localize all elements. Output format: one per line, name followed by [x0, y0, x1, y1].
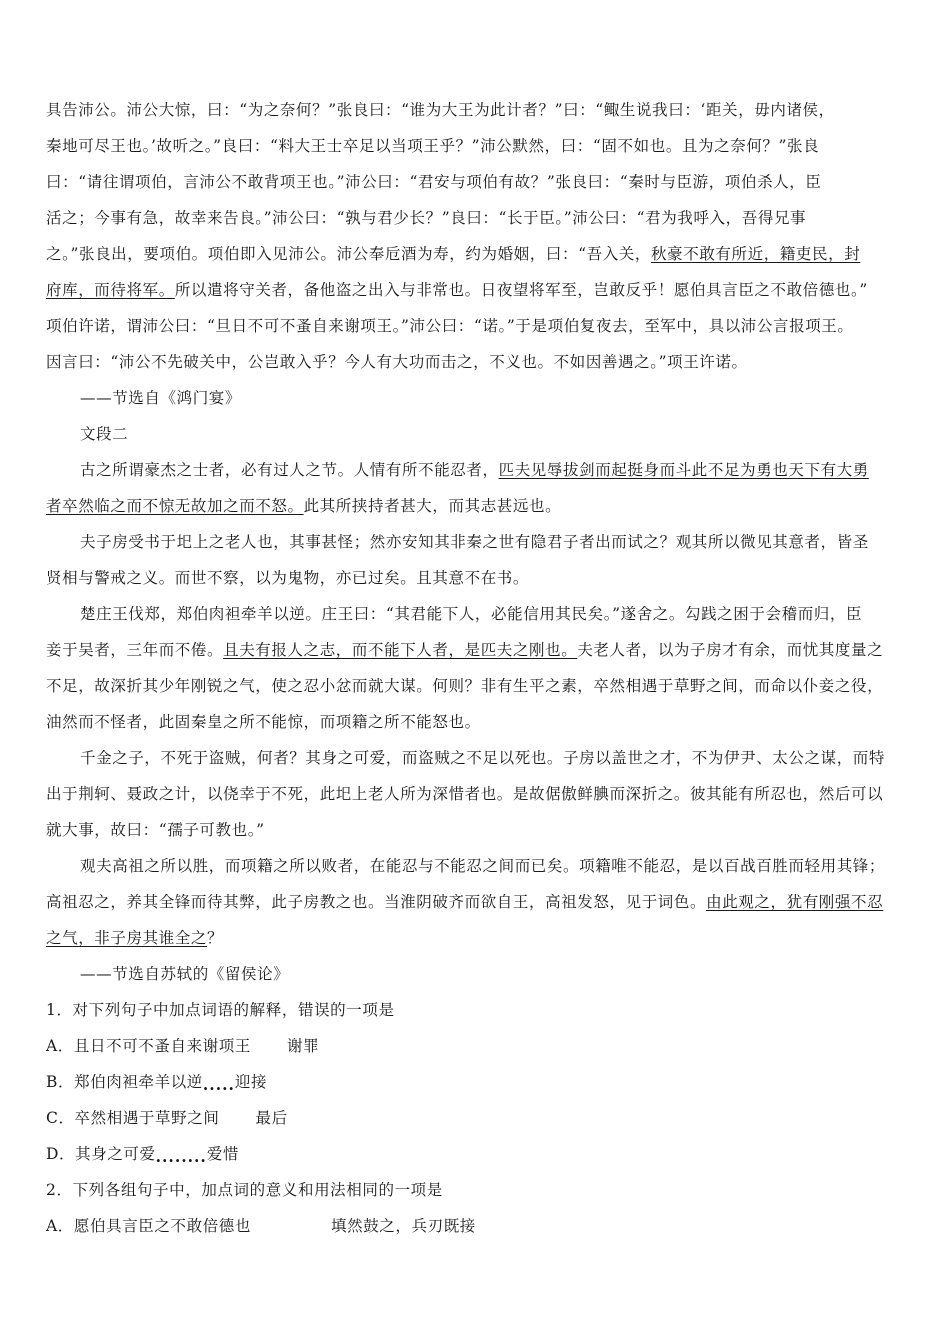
emphasis-dots: .....: [202, 1075, 235, 1094]
emphasis-dots: ........: [155, 1147, 207, 1166]
passage1-line-6: 府库，而待将军。所以遣将守关者，备他盗之出入与非常也。日夜望将军至，岂敢反乎！愿伯具言臣之不敢倍德也。”: [46, 281, 868, 299]
passage2-line-2: 者卒然临之而不惊无故加之而不怒。此其所挟持者甚大，而其志甚远也。: [46, 497, 562, 515]
passage2-line-11: 就大事，故曰：“孺子可教也。”: [46, 821, 265, 839]
passage2-line-9: 千金之子，不死于盗贼，何者？其身之可爱，而盗贼之不足以死也。子房以盖世之才，不为伊尹、太公之谋，而特: [80, 749, 886, 767]
section2-label: 文段二: [80, 425, 129, 443]
passage2-line-12: 观夫高祖之所以胜，而项籍之所以败者，在能忍与不能忍之间而已矣。项籍唯不能忍，是以百战百胜而轻用其锋；: [80, 857, 886, 875]
passage1-line-5: 之。”张良出，要项伯。项伯即入见沛公。沛公奉卮酒为寿，约为婚姻，曰：“吾入关，秋豪不敢有所近，籍吏民，封: [46, 245, 861, 263]
passage2-line-4: 贤相与警戒之义。而世不察，以为鬼物，亦已过矣。且其意不在书。: [46, 569, 530, 587]
passage2-line-1: 古之所谓豪杰之士者，必有过人之节。人情有所不能忍者，匹夫见辱拔剑而起挺身而斗此不足为勇也天下有大勇: [80, 461, 869, 479]
underlined-sentence: 且夫有报人之志，而不能下人者，是匹夫之刚也。: [223, 641, 578, 659]
passage2-line-10: 出于荆轲、聂政之计，以侥幸于不死，此圯上老人所为深惜者也。是故倨傲鲜腆而深折之。彼其能有所忍也，然后可以: [46, 785, 884, 803]
passage2-line-14: 之气，非子房其谁全之？: [46, 929, 224, 947]
question-1-option-a: A．且日不可不蚤自来谢项王 谢罪: [46, 1037, 320, 1055]
passage1-line-3: 曰：“请往谓项伯，言沛公不敢背项王也。”沛公曰：“君安与项伯有故？”张良曰：“秦时与臣游，项伯杀人，臣: [46, 173, 822, 191]
underlined-sentence: 匹夫见辱拔剑而起挺身而斗此不足为勇也天下有大勇: [498, 461, 869, 479]
passage2-line-7: 不足，故深折其少年刚锐之气，使之忍小忿而就大谋。何则？非有生平之素，卒然相遇于草野之间，而命以仆妾之役，: [46, 677, 884, 695]
underlined-sentence: 之气，非子房其谁全之: [46, 929, 208, 947]
passage2-source: ——节选自苏轼的《留侯论》: [80, 965, 290, 983]
underlined-sentence: 秋豪不敢有所近，籍吏民，封: [651, 245, 861, 263]
passage1-line-8: 因言曰：“沛公不先破关中，公岂敢入乎？今人有大功而击之，不义也。不如因善遇之。”项王许诺。: [46, 353, 748, 371]
passage1-line-2: 秦地可尽王也。’故听之。”良曰：“料大王士卒足以当项王乎？”沛公默然，曰：“固不如也。且为之奈何？”张良: [46, 137, 820, 155]
question-1-option-c: C．卒然相遇于草野之间 最后: [46, 1109, 288, 1127]
underlined-sentence: 由此观之，犹有刚强不忍: [706, 893, 884, 911]
question-2-option-a: A．愿伯具言臣之不敢倍德也 填然鼓之，兵刃既接: [46, 1217, 476, 1235]
passage1-line-7: 项伯许诺，谓沛公曰：“旦日不可不蚤自来谢项王。”沛公曰：“诺。”于是项伯复夜去，至军中，具以沛公言报项王。: [46, 317, 854, 335]
passage2-line-8: 油然而不怪者，此固秦皇之所不能惊，而项籍之所不能怒也。: [46, 713, 481, 731]
question-1-option-d: D．其身之可爱........爱惜: [46, 1145, 240, 1166]
passage2-line-6: 妾于吴者，三年而不倦。且夫有报人之志，而不能下人者，是匹夫之刚也。夫老人者，以为子房才有余，而忧其度量之: [46, 641, 884, 659]
passage2-line-13: 高祖忍之，养其全锋而待其弊，此子房教之也。当淮阴破齐而欲自王，高祖发怒，见于词色。由此观之，犹有刚强不忍: [46, 893, 884, 911]
passage2-line-3: 夫子房受书于圯上之老人也，其事甚怪；然亦安知其非秦之世有隐君子者出而试之？观其所以微见其意者，皆圣: [80, 533, 869, 551]
passage1-source: ——节选自《鸿门宴》: [80, 389, 242, 407]
passage1-line-4: 活之；今事有急，故幸来告良。”沛公曰：“孰与君少长？”良曰：“长于臣。”沛公曰：“君为我呼入，吾得兄事: [46, 209, 807, 227]
passage2-line-5: 楚庄王伐郑，郑伯肉袒牵羊以逆。庄王曰：“其君能下人，必能信用其民矣。”遂舍之。勾践之困于会稽而归，臣: [80, 605, 863, 623]
passage1-line-1: 具告沛公。沛公大惊，曰：“为之奈何？”张良曰：“谁为大王为此计者？”曰：“鲰生说我曰：‘距关，毋内诸侯，: [46, 101, 835, 119]
question-1-option-b: B．郑伯肉袒牵羊以逆.....迎接: [46, 1073, 268, 1094]
question-2-stem: 2．下列各组句子中，加点词的意义和用法相同的一项是: [46, 1181, 443, 1199]
underlined-sentence: 府库，而待将军。: [46, 281, 175, 299]
question-1-stem: 1．对下列句子中加点词语的解释，错误的一项是: [46, 1001, 395, 1019]
underlined-sentence: 者卒然临之而不惊无故加之而不怒。: [46, 497, 304, 515]
